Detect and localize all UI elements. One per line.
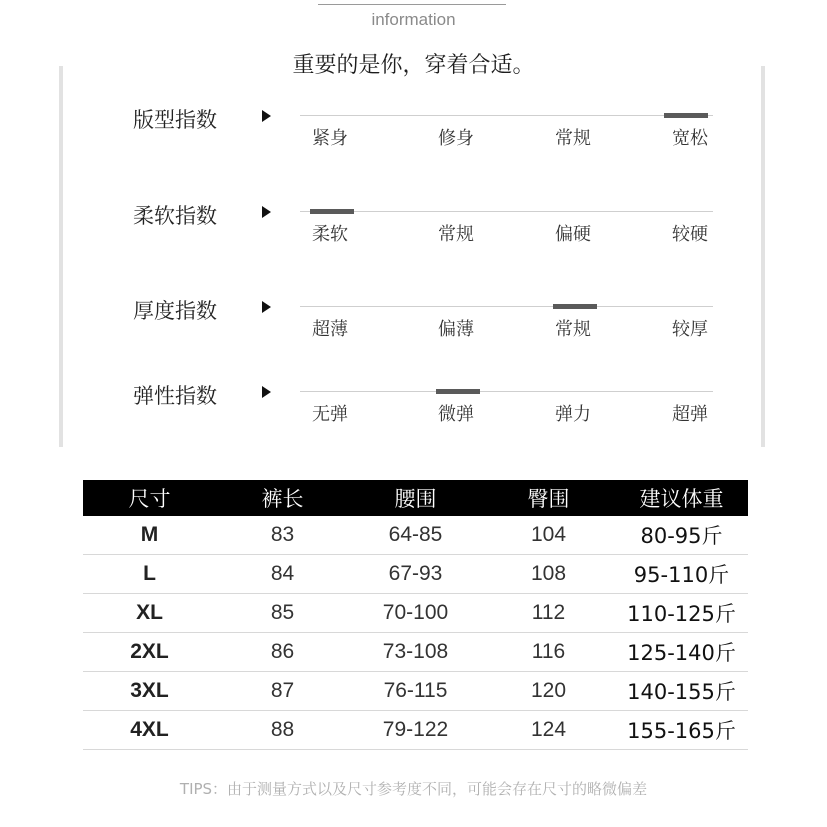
length-cell: 84 [216,555,349,594]
header-weight: 建议体重 [615,480,748,516]
selected-marker [436,389,480,394]
index-name: 弹性指数 [133,384,217,408]
selected-marker [310,209,354,214]
waist-cell: 70-100 [349,594,482,633]
weight-cell: 80-95斤 [615,516,748,555]
hip-cell: 104 [482,516,615,555]
top-divider [318,4,506,5]
length-cell: 85 [216,594,349,633]
tips-note: TIPS：由于测量方式以及尺寸参考度不同，可能会存在尺寸的略微偏差 [179,780,648,798]
index-option: 偏薄 [438,319,474,340]
length-cell: 86 [216,633,349,672]
size-table-header [83,480,748,516]
scale-line [300,211,713,212]
length-cell: 87 [216,672,349,711]
index-option: 紧身 [312,128,348,149]
index-option: 常规 [555,128,591,149]
size-table [83,480,748,750]
scale-line [300,115,713,116]
size-cell: M [83,516,216,555]
hip-cell: 124 [482,711,615,750]
waist-cell: 73-108 [349,633,482,672]
size-cell: XL [83,594,216,633]
table-row [83,672,748,711]
length-cell: 83 [216,516,349,555]
index-name: 柔软指数 [133,204,217,228]
table-row [83,555,748,594]
index-option: 较厚 [672,319,708,340]
selected-marker [553,304,597,309]
index-option: 修身 [438,128,474,149]
triangle-right-icon [262,386,271,398]
index-option: 偏硬 [555,224,591,245]
triangle-right-icon [262,301,271,313]
header-size: 尺寸 [83,480,216,516]
size-cell: 3XL [83,672,216,711]
hip-cell: 116 [482,633,615,672]
index-option-selected: 常规 [555,319,591,340]
weight-cell: 125-140斤 [615,633,748,672]
index-name: 版型指数 [133,108,217,132]
size-cell: 2XL [83,633,216,672]
waist-cell: 67-93 [349,555,482,594]
table-row [83,633,748,672]
index-row [0,200,827,260]
index-option: 较硬 [672,224,708,245]
hip-cell: 108 [482,555,615,594]
index-option-selected: 微弹 [438,404,474,425]
index-row [0,380,827,440]
index-option: 无弹 [312,404,348,425]
size-cell: L [83,555,216,594]
index-option: 弹力 [555,404,591,425]
index-option: 超弹 [672,404,708,425]
index-option-selected: 宽松 [672,128,708,149]
index-name: 厚度指数 [133,299,217,323]
size-cell: 4XL [83,711,216,750]
hip-cell: 120 [482,672,615,711]
header-hip: 臀围 [482,480,615,516]
slogan-heading: 重要的是你，穿着合适。 [292,53,535,78]
triangle-right-icon [262,206,271,218]
index-option-selected: 柔软 [312,224,348,245]
index-row [0,104,827,164]
table-row [83,594,748,633]
header-waist: 腰围 [349,480,482,516]
index-row [0,295,827,355]
weight-cell: 155-165斤 [615,711,748,750]
index-option: 超薄 [312,319,348,340]
scale-line [300,391,713,392]
hip-cell: 112 [482,594,615,633]
table-row [83,711,748,750]
weight-cell: 140-155斤 [615,672,748,711]
header-length: 裤长 [216,480,349,516]
length-cell: 88 [216,711,349,750]
weight-cell: 110-125斤 [615,594,748,633]
index-option: 常规 [438,224,474,245]
waist-cell: 76-115 [349,672,482,711]
weight-cell: 95-110斤 [615,555,748,594]
table-row [83,516,748,555]
waist-cell: 64-85 [349,516,482,555]
selected-marker [664,113,708,118]
scale-line [300,306,713,307]
waist-cell: 79-122 [349,711,482,750]
triangle-right-icon [262,110,271,122]
section-label: information [371,10,456,29]
